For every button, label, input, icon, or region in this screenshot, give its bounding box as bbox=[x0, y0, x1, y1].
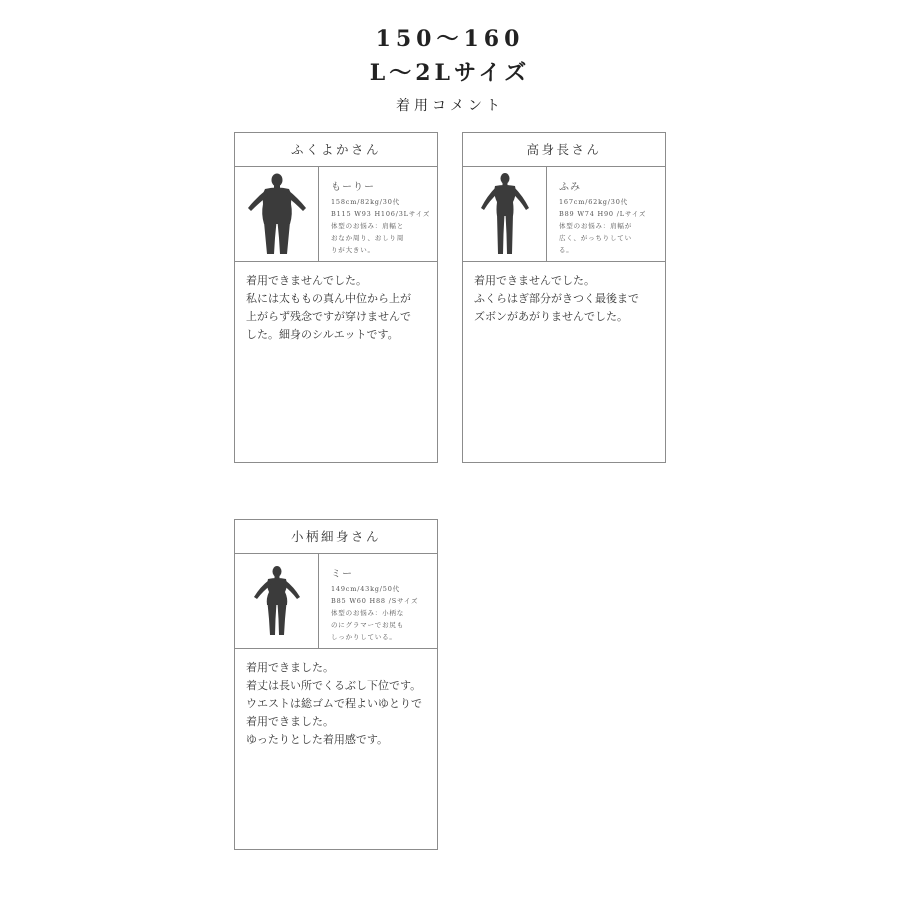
comment-line: 着用できました。 bbox=[246, 715, 334, 728]
model-stats bbox=[559, 196, 661, 256]
comment-line: ゆったりとした着用感です。 bbox=[246, 733, 389, 746]
comment-line: した。細身のシルエットです。 bbox=[246, 328, 399, 341]
tall-body-silhouette-icon bbox=[475, 172, 535, 256]
comment-line: 上がらず残念ですが穿けませんで bbox=[246, 310, 411, 323]
wear-comment bbox=[235, 649, 437, 749]
model-name: ミー bbox=[331, 569, 353, 580]
stats-line: のにグラマーでお尻も bbox=[331, 621, 404, 629]
comment-line: 着丈は長い所でくるぶし下位です。 bbox=[246, 679, 422, 692]
profile-text bbox=[319, 167, 437, 261]
card-type-label: 小柄細身さん bbox=[235, 520, 437, 554]
card-type-label: 高身長さん bbox=[463, 133, 665, 167]
figure-cell bbox=[235, 554, 319, 648]
size-range-title: 150～160 bbox=[375, 26, 525, 52]
comment-line: 着用できませんでした。 bbox=[474, 274, 595, 287]
card-type-label: ふくよかさん bbox=[235, 133, 437, 167]
stats-line: 体型のお悩み：小柄な bbox=[331, 609, 404, 617]
size-label-title: L～2Lサイズ bbox=[369, 60, 531, 86]
wear-comment-heading: 着用コメント bbox=[396, 98, 504, 114]
stats-line: しっかりしている。 bbox=[331, 633, 397, 641]
model-card-petite bbox=[234, 519, 438, 850]
model-name: もーりー bbox=[331, 182, 375, 193]
stats-line: 広く、がっちりしてい bbox=[559, 234, 632, 242]
model-stats bbox=[331, 196, 433, 256]
comment-line: ウエストは総ゴムで程よいゆとりで bbox=[246, 697, 422, 710]
petite-body-silhouette-icon bbox=[247, 565, 307, 637]
model-name: ふみ bbox=[559, 182, 581, 193]
figure-cell bbox=[463, 167, 547, 261]
plump-body-silhouette-icon bbox=[247, 172, 307, 256]
stats-line: 158cm/82kg/30代 bbox=[331, 198, 400, 206]
profile-text bbox=[547, 167, 665, 261]
wear-comment bbox=[235, 262, 437, 344]
comment-line: 着用できませんでした。 bbox=[246, 274, 367, 287]
comment-line: 私には太ももの真ん中位から上が bbox=[246, 292, 411, 305]
comment-line: ズボンがあがりませんでした。 bbox=[474, 310, 628, 323]
model-card-plump bbox=[234, 132, 438, 463]
stats-line: 体型のお悩み：肩幅が bbox=[559, 222, 632, 230]
stats-line: B85 W60 H88 /Sサイズ bbox=[331, 597, 419, 605]
stats-line: B115 W93 H106/3Lサイズ bbox=[331, 210, 431, 218]
stats-line: 体型のお悩み：肩幅と bbox=[331, 222, 404, 230]
wear-comment bbox=[463, 262, 665, 326]
model-card-tall bbox=[462, 132, 666, 463]
card-profile bbox=[235, 554, 437, 649]
stats-line: B89 W74 H90 /Lサイズ bbox=[559, 210, 647, 218]
figure-cell bbox=[235, 167, 319, 261]
stats-line: 149cm/43kg/50代 bbox=[331, 585, 400, 593]
profile-text bbox=[319, 554, 437, 648]
comment-line: ふくらはぎ部分がきつく最後まで bbox=[474, 292, 639, 305]
stats-line: る。 bbox=[559, 246, 574, 254]
card-profile bbox=[463, 167, 665, 262]
model-stats bbox=[331, 583, 433, 643]
stats-line: りが大きい。 bbox=[331, 246, 375, 254]
comment-line: 着用できました。 bbox=[246, 661, 334, 674]
card-profile bbox=[235, 167, 437, 262]
stats-line: 167cm/62kg/30代 bbox=[559, 198, 628, 206]
stats-line: おなか周り、おしり周 bbox=[331, 234, 404, 242]
